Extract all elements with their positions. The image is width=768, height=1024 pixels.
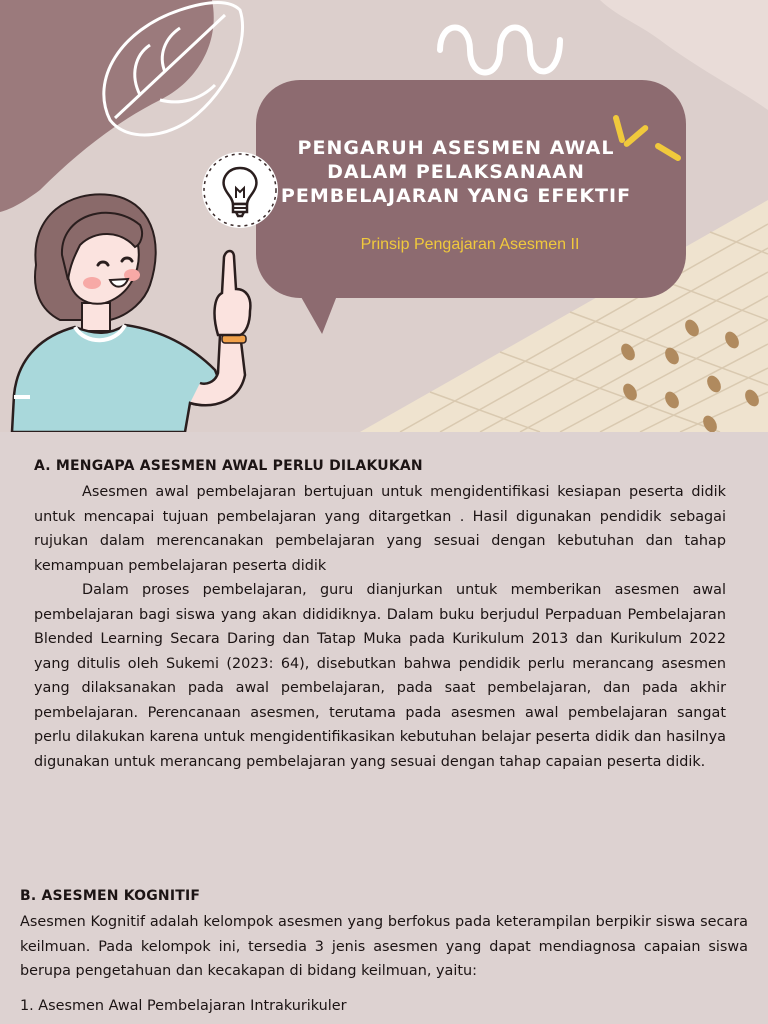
section-b-paragraph-1: Asesmen Kognitif adalah kelompok asesmen yang berfokus pada keterampilan berpikir siswa secara keilmuan. Pada kelompok ini, tersedia 3 jenis asesmen yang dapat mendiagnosa capaian siswa berupa pengetahuan dan kecakapan di bidang keilmuan, yaitu: bbox=[20, 914, 748, 979]
section-b-list-item-1: 1. Asesmen Awal Pembelajaran Intrakurikuler bbox=[20, 998, 347, 1014]
section-a-heading: A. MENGAPA ASESMEN AWAL PERLU DILAKUKAN bbox=[34, 458, 423, 474]
mauve-blob bbox=[0, 0, 214, 212]
cover-title bbox=[276, 136, 636, 208]
cover-title-line-1: PENGARUH ASESMEN AWAL bbox=[297, 137, 615, 159]
section-a-paragraph-1: Asesmen awal pembelajaran bertujuan untuk mengidentifikasi kesiapan peserta didik untuk mencapai tujuan pembelajaran yang ditargetkan . Hasil digunakan pendidik sebagai rujukan dalam merencanakan pembelajaran yang sesuai dengan kebutuhan dan tahap kemampuan pembelajaran peserta didik bbox=[34, 484, 726, 574]
cover-title-line-3: PEMBELAJARAN YANG EFEKTIF bbox=[280, 185, 632, 207]
cover-title-line-2: DALAM PELAKSANAAN bbox=[327, 161, 585, 183]
title-bubble-tail bbox=[296, 288, 348, 334]
squiggle-line bbox=[440, 28, 560, 73]
sparkle-rays-icon bbox=[606, 112, 686, 172]
section-a-paragraph-2: Dalam proses pembelajaran, guru dianjurkan untuk memberikan asesmen awal pembelajaran bagi siswa yang akan dididiknya. Dalam buku berjudul Perpaduan Pembelajaran Blended Learning Secara Daring dan Tatap Muka pada Kurikulum 2013 dan Kurikulum 2022 yang ditulis oleh Sukemi (2023: 64), disebutkan bahwa pendidik perlu merancang asesmen yang dilaksanakan pada awal pembelajaran, pada saat pembelajaran, dan pada akhir pembelajaran. Perencanaan asesmen, terutama pada asesmen awal pembelajaran sangat perlu dilakukan karena untuk mengidentifikasikan kebutuhan belajar peserta didik dan hasilnya digunakan untuk merancang pembelajaran yang sesuai dengan tahap capaian peserta didik. bbox=[34, 582, 726, 770]
cover-subtitle: Prinsip Pengajaran Asesmen II bbox=[360, 236, 580, 253]
girl-pointing-illustration bbox=[0, 185, 270, 432]
document-body bbox=[0, 432, 768, 1024]
cover-illustration bbox=[0, 0, 768, 432]
section-b-heading: B. ASESMEN KOGNITIF bbox=[20, 888, 201, 904]
